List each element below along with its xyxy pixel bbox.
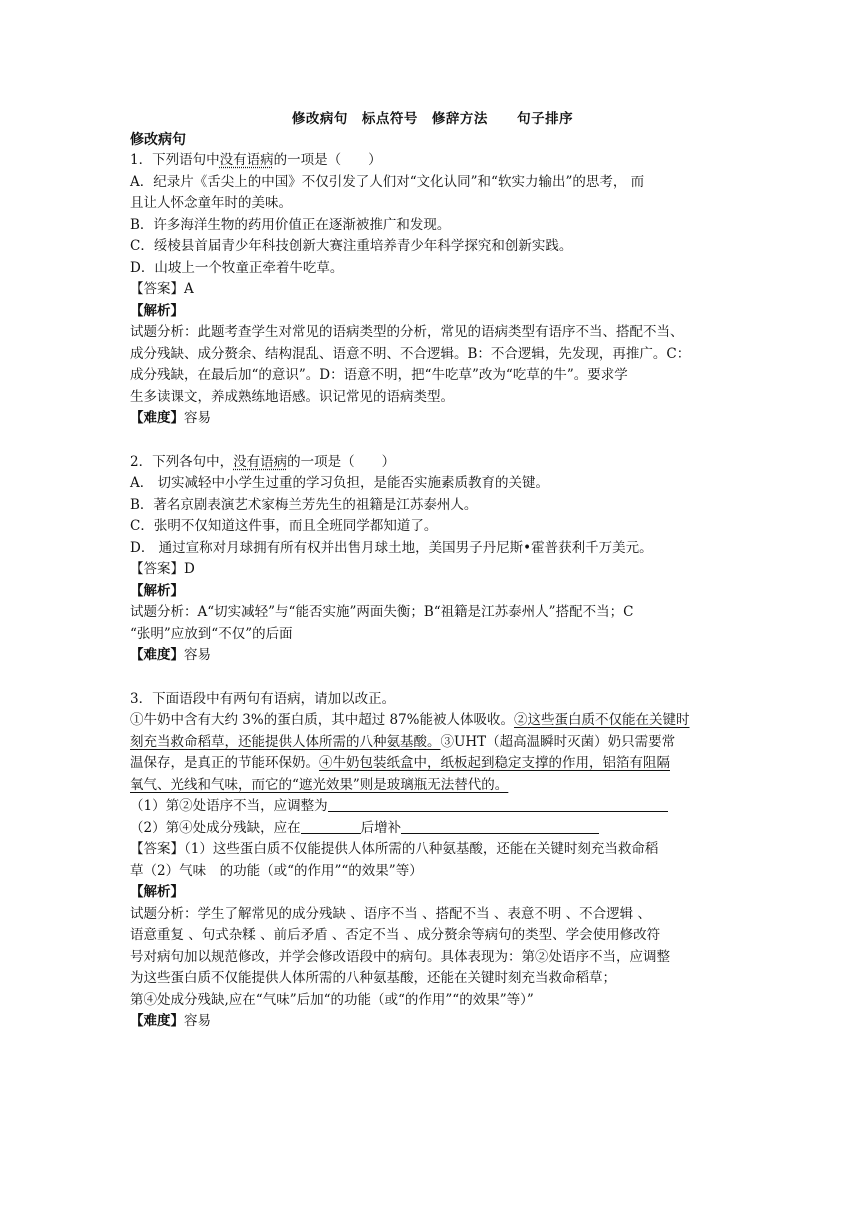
q3-sub-1: （1）第②处语序不当，应调整为 xyxy=(130,796,735,818)
q3-difficulty: 【难度】容易 xyxy=(130,1013,211,1029)
q3-stem: 3．下面语段中有两句有语病，请加以改正。 xyxy=(130,690,396,707)
q2-stem: 2．下列各句中，没有语病的一项是（ ） xyxy=(130,453,396,470)
q1-explanation: 试题分析：此题考查学生对常见的语病类型的分析，常见的语病类型有语序不当、搭配不当、 xyxy=(130,324,684,340)
q1-option-a: A．纪录片《舌尖上的中国》不仅引发了人们对“文化认同”和“软实力输出”的思考， 而 xyxy=(130,173,645,190)
q2-explanation: 试题分析：A“切实减轻”与“能否实施”两面失衡；B“祖籍是江苏泰州人”搭配不当；C xyxy=(130,604,634,620)
q3-explanation: 语意重复 、句式杂糅 、前后矛盾 、否定不当 、成分赘余等病句的类型、学会使用修改符 xyxy=(130,927,661,943)
q1-analysis-label: 【解析】 xyxy=(130,302,184,319)
answer-blank[interactable] xyxy=(301,819,361,834)
q3-passage: 刻充当救命稻草，还能提供人体所需的八种氨基酸。③UHT（超高温瞬时灭菌）奶只需要常 xyxy=(130,733,676,750)
q1-explanation: 成分残缺、成分赘余、结构混乱、语意不明、不合逻辑。B：不合逻辑，先发现，再推广。C： xyxy=(130,345,691,362)
q2-analysis-label: 【解析】 xyxy=(130,582,184,599)
q3-passage: ①牛奶中含有大约 3%的蛋白质，其中超过 87%能被人体吸收。②这些蛋白质不仅能在关键时 xyxy=(130,712,690,728)
emphasis-mark: 没有语病 xyxy=(233,453,288,470)
section-heading: 修改病句 xyxy=(130,132,186,148)
q1-explanation: 生多读课文，养成熟练地语感。识记常见的语病类型。 xyxy=(130,388,454,405)
q3-explanation: 第④处成分残缺,应在“气味”后加“的功能（或“的作用”“的效果”等）” xyxy=(130,991,534,1008)
page-title: 修改病句 标点符号 修辞方法 句子排序 xyxy=(291,111,574,127)
answer-blank[interactable] xyxy=(401,819,599,834)
q3-explanation: 为这些蛋白质不仅能提供人体所需的八种氨基酸，还能在关键时刻充当救命稻草； xyxy=(130,970,616,986)
question-1 xyxy=(130,150,735,430)
q3-passage: 温保存，是真正的节能环保奶。④牛奶包装纸盒中，纸板起到稳定支撑的作用，铝箔有阻隔 xyxy=(130,755,670,771)
q3-answer-cont: 草（2）气味 的功能（或“的作用”“的效果”等） xyxy=(130,862,423,879)
q3-explanation: 号对病句加以规范修改，并学会修改语段中的病句。具体表现为：第②处语序不当，应调整 xyxy=(130,948,670,965)
q2-option-b: B．著名京剧表演艺术家梅兰芳先生的祖籍是江苏泰州人。 xyxy=(130,496,478,513)
q1-option-c: C．绥棱县首届青少年科技创新大赛注重培养青少年科学探究和创新实践。 xyxy=(130,238,573,254)
q1-answer: 【答案】A xyxy=(130,281,194,297)
question-3 xyxy=(130,689,735,1033)
emphasis-mark: 没有语病 xyxy=(219,152,274,168)
q3-answer: 【答案】（1）这些蛋白质不仅能提供人体所需的八种氨基酸，还能在关键时刻充当救命稻 xyxy=(130,841,659,857)
document-page xyxy=(130,108,735,1033)
q1-difficulty: 【难度】容易 xyxy=(130,410,211,426)
q2-difficulty: 【难度】容易 xyxy=(130,647,211,663)
q3-sub-2: （2）第④处成分残缺，应在 后增补 xyxy=(130,818,735,840)
q1-option-a-cont: 且让人怀念童年时的美味。 xyxy=(130,195,292,211)
question-2 xyxy=(130,452,735,667)
q3-analysis-label: 【解析】 xyxy=(130,884,184,900)
answer-blank[interactable] xyxy=(328,797,668,812)
q2-option-d: D． 通过宣称对月球拥有所有权并出售月球土地，美国男子丹尼斯•霍普获利千万美元。 xyxy=(130,539,653,556)
q2-explanation: “张明”应放到“不仅”的后面 xyxy=(130,625,293,642)
q1-explanation: 成分残缺，在最后加“的意识”。D：语意不明，把“牛吃草”改为“吃草的牛”。要求学 xyxy=(130,367,628,383)
q2-option-a: A． 切实减轻中小学生过重的学习负担，是能否实施素质教育的关键。 xyxy=(130,475,550,491)
q1-option-d: D．山坡上一个牧童正牵着牛吃草。 xyxy=(130,259,344,276)
q1-option-b: B．许多海洋生物的药用价值正在逐渐被推广和发现。 xyxy=(130,216,451,233)
q1-stem: 1．下列语句中没有语病的一项是（ ） xyxy=(130,152,382,168)
q3-passage: 氧气、光线和气味，而它的“遮光效果”则是玻璃瓶无法替代的。 xyxy=(130,776,509,793)
q3-explanation: 试题分析：学生了解常见的成分残缺 、语序不当 、搭配不当 、表意不明 、不合逻辑 、 xyxy=(130,905,651,922)
q2-option-c: C．张明不仅知道这件事，而且全班同学都知道了。 xyxy=(130,518,438,534)
q2-answer: 【答案】D xyxy=(130,561,195,577)
